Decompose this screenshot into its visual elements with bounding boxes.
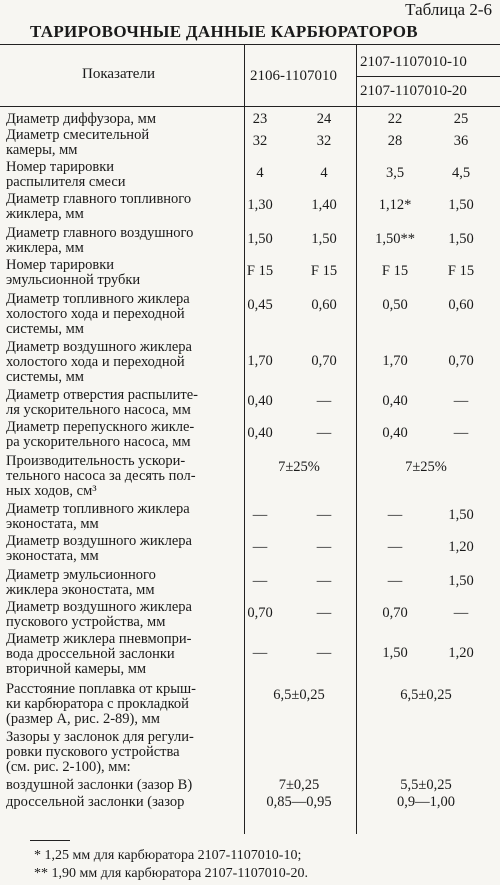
- footnote-2: ** 1,90 мм для карбюратора 2107-1107010-20.: [34, 866, 308, 881]
- row-value: 0,60: [311, 297, 337, 313]
- row-value: 1,20: [448, 539, 474, 555]
- row-label: Зазоры у заслонок для регули- ровки пускового устройства (см. рис. 2-100), мм:: [6, 729, 194, 775]
- row-value: —: [316, 507, 332, 523]
- row-label: Диаметр топливного жиклера холостого хода и переходной системы, мм: [6, 291, 190, 337]
- row-value: F 15: [310, 263, 338, 279]
- row-value-2107: 6,5±0,25: [400, 687, 452, 703]
- row-value-2106: 7±25%: [278, 459, 320, 475]
- row-value: —: [316, 393, 332, 409]
- column-divider-model: [356, 44, 357, 834]
- row-value: —: [453, 605, 469, 621]
- header-indicators: Показатели: [82, 66, 155, 82]
- row-label: Диаметр отверстия распылите- ля ускорительного насоса, мм: [6, 387, 198, 418]
- row-value: 4: [256, 165, 264, 181]
- row-value: 24: [316, 111, 332, 127]
- row-value: F 15: [447, 263, 475, 279]
- row-value: —: [252, 539, 268, 555]
- row-value: 0,70: [382, 605, 408, 621]
- row-value: 1,50: [448, 573, 474, 589]
- row-value-2107: 0,9—1,00: [397, 794, 455, 810]
- row-value: 1,50: [448, 507, 474, 523]
- row-label: дроссельной заслонки (зазор: [6, 794, 185, 810]
- row-label: Номер тарировки эмульсионной трубки: [6, 257, 141, 288]
- row-value: F 15: [246, 263, 274, 279]
- row-label: Диаметр главного воздушного жиклера, мм: [6, 225, 194, 256]
- row-value: 3,5: [385, 165, 405, 181]
- row-value: —: [387, 573, 403, 589]
- row-value-2106: 7±0,25: [278, 777, 320, 793]
- header-model-2107-10: 2107-1107010-10: [360, 54, 467, 70]
- row-label: Производительность ускори- тельного насоса за десять пол- ных ходов, см³: [6, 453, 196, 499]
- row-value: 1,50: [382, 645, 408, 661]
- row-value: —: [252, 507, 268, 523]
- row-value-2107: 7±25%: [405, 459, 447, 475]
- row-value: F 15: [381, 263, 409, 279]
- header-model-2107-20: 2107-1107010-20: [360, 83, 467, 99]
- header-model-2106: 2106-1107010: [250, 68, 337, 84]
- row-value: 23: [252, 111, 268, 127]
- row-value: 32: [252, 133, 268, 149]
- table-number: Таблица 2-6: [405, 0, 492, 19]
- row-value: —: [252, 573, 268, 589]
- table-title: ТАРИРОВОЧНЫЕ ДАННЫЕ КАРБЮРАТОРОВ: [30, 22, 418, 41]
- row-value: 1,70: [382, 353, 408, 369]
- row-label: Диаметр смесительной камеры, мм: [6, 127, 150, 158]
- row-value: 25: [453, 111, 469, 127]
- row-value-2107: 5,5±0,25: [400, 777, 452, 793]
- row-label: Диаметр жиклера пневмопри- вода дроссельной заслонки вторичной камеры, мм: [6, 631, 192, 677]
- row-value: 1,70: [247, 353, 273, 369]
- row-value: —: [387, 539, 403, 555]
- row-label: Диаметр топливного жиклера эконостата, мм: [6, 501, 190, 532]
- row-value: —: [316, 539, 332, 555]
- row-label: Диаметр диффузора, мм: [6, 111, 156, 127]
- row-value: 1,50: [311, 231, 337, 247]
- row-value: 0,40: [247, 425, 273, 441]
- row-label: Диаметр воздушного жиклера пускового устройства, мм: [6, 599, 192, 630]
- row-value: 0,70: [311, 353, 337, 369]
- row-value: —: [387, 507, 403, 523]
- row-value: 1,50: [448, 197, 474, 213]
- row-label: воздушной заслонки (зазор В): [6, 777, 193, 793]
- row-value: —: [316, 425, 332, 441]
- row-value: 0,40: [247, 393, 273, 409]
- row-value: 1,50: [247, 231, 273, 247]
- row-value: 1,20: [448, 645, 474, 661]
- row-value: 0,45: [247, 297, 273, 313]
- row-value: 1,30: [247, 197, 273, 213]
- row-value: 0,40: [382, 393, 408, 409]
- table-top-border: [0, 44, 500, 45]
- row-value: 22: [387, 111, 403, 127]
- row-value: 1,50**: [375, 231, 415, 247]
- row-value: —: [453, 425, 469, 441]
- header-bottom-border: [0, 106, 500, 107]
- row-label: Диаметр перепускного жикле- ра ускорительного насоса, мм: [6, 419, 195, 450]
- row-label: Диаметр главного топливного жиклера, мм: [6, 191, 192, 222]
- row-value: 4: [320, 165, 328, 181]
- row-value-2106: 6,5±0,25: [273, 687, 325, 703]
- row-value: 0,60: [448, 297, 474, 313]
- row-value: —: [252, 645, 268, 661]
- row-value: —: [316, 573, 332, 589]
- footnote-1: * 1,25 мм для карбюратора 2107-1107010-10;: [34, 848, 302, 863]
- row-value: 1,50: [448, 231, 474, 247]
- row-value-2106: 0,85—0,95: [266, 794, 332, 810]
- row-label: Расстояние поплавка от крыш- ки карбюратора с прокладкой (размер А, рис. 2-89), мм: [6, 681, 196, 727]
- row-value: —: [316, 645, 332, 661]
- row-label: Диаметр воздушного жиклера холостого хода и переходной системы, мм: [6, 339, 192, 385]
- row-label: Номер тарировки распылителя смеси: [6, 159, 126, 190]
- row-value: 28: [387, 133, 403, 149]
- row-value: 1,12*: [378, 197, 412, 213]
- row-value: 1,40: [311, 197, 337, 213]
- row-value: 32: [316, 133, 332, 149]
- row-label: Диаметр воздушного жиклера эконостата, мм: [6, 533, 192, 564]
- row-value: 0,70: [247, 605, 273, 621]
- row-label: Диаметр эмульсионного жиклера эконостата, мм: [6, 567, 156, 598]
- row-value: —: [453, 393, 469, 409]
- row-value: 0,50: [382, 297, 408, 313]
- row-value: 36: [453, 133, 469, 149]
- row-value: 4,5: [451, 165, 471, 181]
- row-value: 0,70: [448, 353, 474, 369]
- row-value: 0,40: [382, 425, 408, 441]
- footnote-rule: [30, 840, 70, 841]
- header-subdivider: [356, 76, 500, 77]
- row-value: —: [316, 605, 332, 621]
